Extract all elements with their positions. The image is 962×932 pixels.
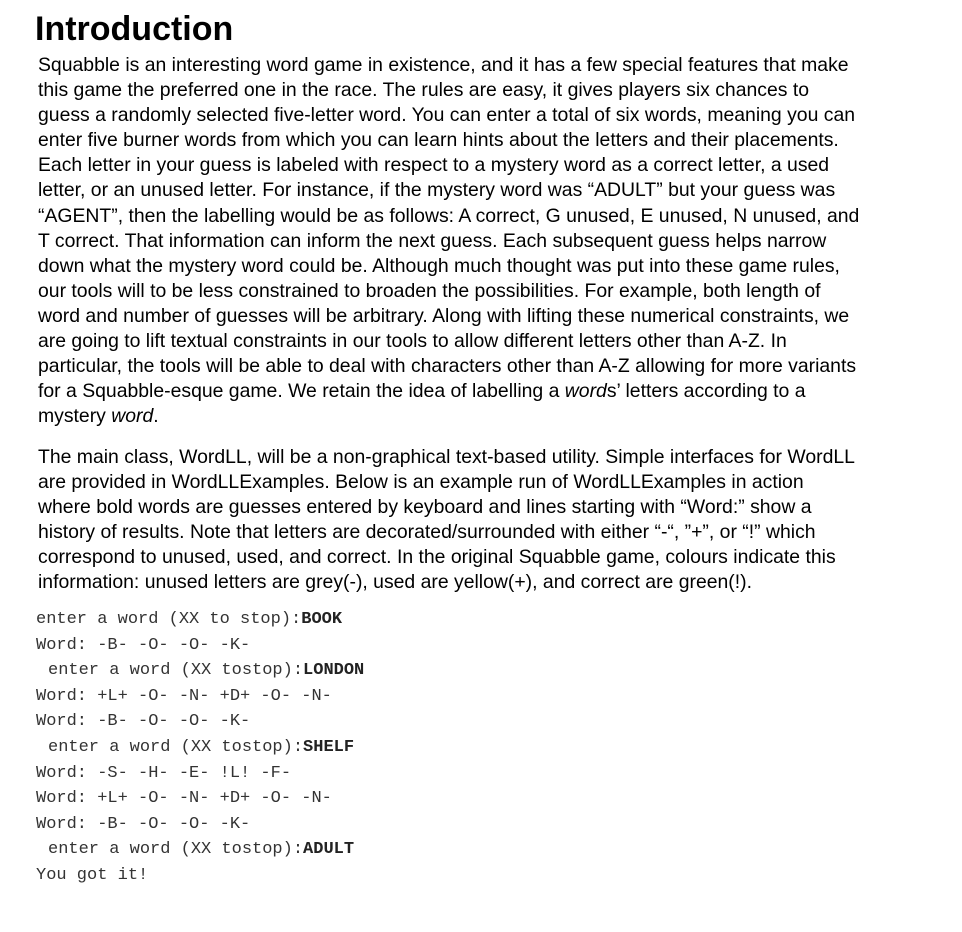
- paragraph-line: information: unused letters are grey(-), used are yellow(+), and correct are green(!).: [38, 571, 752, 594]
- prompt-text: enter a word (XX tostop):: [48, 737, 304, 757]
- paragraph-line: where bold words are guesses entered by keyboard and lines starting with “Word:” show a: [38, 496, 812, 519]
- paragraph-line: “AGENT”, then the labelling would be as follows: A correct, G unused, E unused, N unused, and: [38, 204, 860, 227]
- prompt-text: enter a word (XX tostop):: [48, 661, 304, 681]
- paragraph-line: [38, 379, 859, 404]
- intro-paragraph: [38, 53, 859, 429]
- prompt-text: enter a word (XX to stop):: [36, 610, 302, 629]
- emphasis-word: word: [564, 380, 607, 403]
- prompt-line: [36, 735, 364, 761]
- prompt-text: enter a word (XX tostop):: [48, 840, 304, 860]
- success-line: You got it!: [36, 865, 149, 885]
- line-text: .: [153, 405, 159, 428]
- paragraph-line: Squabble is an interesting word game in existence, and it has a few special features that make: [38, 54, 849, 76]
- paragraph-line: are provided in WordLLExamples. Below is an example run of WordLLExamples in action: [38, 471, 804, 494]
- paragraph-line: guess a randomly selected five-letter word. You can enter a total of six words, meaning you can: [38, 104, 856, 127]
- paragraph-line: T correct. That information can inform the next guess. Each subsequent guess helps narrow: [38, 229, 827, 252]
- result-line: Word: -B- -O- -O- -K-: [36, 635, 251, 655]
- guess-entry: ADULT: [303, 840, 355, 860]
- paragraph-line: down what the mystery word could be. Although much thought was put into these game rules,: [38, 254, 840, 277]
- result-line: Word: -S- -H- -E- !L! -F-: [36, 763, 292, 783]
- line-text: s’ letters according to a: [606, 380, 806, 403]
- paragraph-line: history of results. Note that letters are decorated/surrounded with either “-“, ”+”, or “!” which: [38, 521, 816, 544]
- prompt-line: [36, 658, 364, 684]
- paragraph-line: letter, or an unused letter. For instance, if the mystery word was “ADULT” but your guess was: [38, 179, 836, 202]
- example-run-listing: [36, 607, 364, 889]
- paragraph-line: correspond to unused, used, and correct. In the original Squabble game, colours indicate this: [38, 546, 836, 569]
- guess-entry: BOOK: [301, 610, 343, 629]
- paragraph-line: are going to lift textual constraints in our tools to allow different letters other than A-Z. In: [38, 330, 787, 353]
- wordll-paragraph: [38, 445, 855, 596]
- result-line: Word: -B- -O- -O- -K-: [36, 712, 251, 732]
- paragraph-line: word and number of guesses will be arbitrary. Along with lifting these numerical constraints, we: [38, 304, 850, 327]
- line-text: for a Squabble-esque game. We retain the idea of labelling a: [38, 380, 565, 403]
- paragraph-line: particular, the tools will be able to deal with characters other than A-Z allowing for more variants: [38, 355, 857, 378]
- paragraph-line: this game the preferred one in the race. The rules are easy, it gives players six chances to: [38, 79, 809, 102]
- paragraph-line: enter five burner words from which you can learn hints about the letters and their placements.: [38, 129, 839, 152]
- prompt-line: [36, 837, 364, 863]
- line-text: mystery: [38, 405, 112, 428]
- result-line: Word: +L+ -O- -N- +D+ -O- -N-: [36, 789, 332, 809]
- prompt-line: [36, 607, 364, 633]
- guess-entry: LONDON: [303, 661, 365, 681]
- paragraph-line: [38, 404, 859, 429]
- paragraph-line: Each letter in your guess is labeled with respect to a mystery word as a correct letter, a used: [38, 154, 830, 177]
- emphasis-word: word: [111, 405, 154, 428]
- result-line: Word: +L+ -O- -N- +D+ -O- -N-: [36, 686, 332, 706]
- paragraph-line: The main class, WordLL, will be a non-graphical text-based utility. Simple interfaces for WordLL: [38, 446, 855, 468]
- result-line: Word: -B- -O- -O- -K-: [36, 814, 251, 834]
- guess-entry: SHELF: [303, 737, 355, 757]
- paragraph-line: our tools will to be less constrained to broaden the possibilities. For example, both length of: [38, 279, 821, 302]
- page-title: Introduction: [35, 10, 234, 48]
